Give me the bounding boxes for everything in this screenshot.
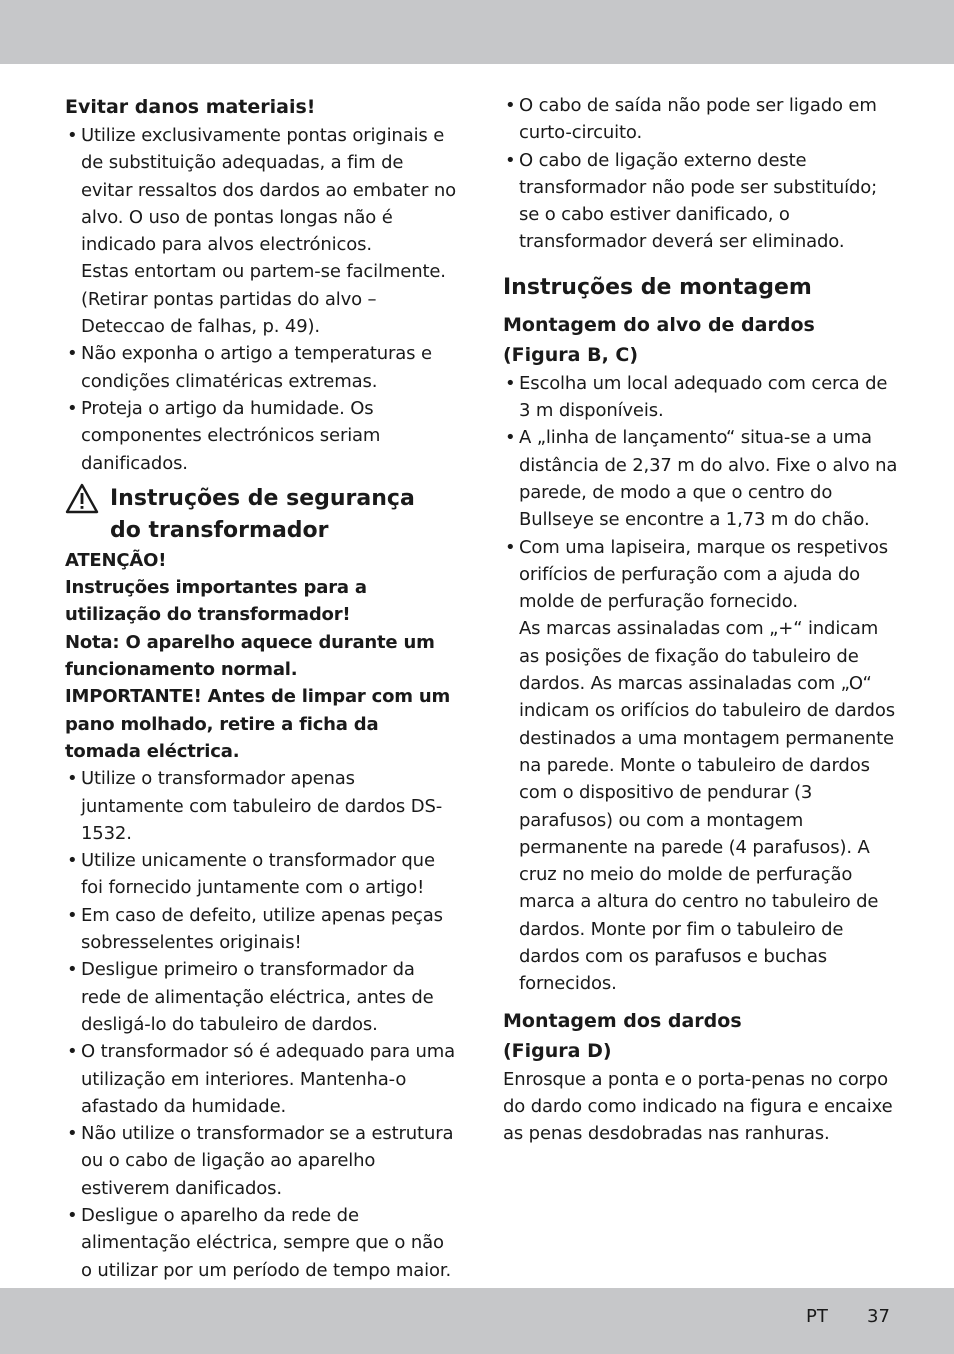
cleaning-warning: IMPORTANTE! Antes de limpar com um pano molhado, retire a ficha da tomada eléctrica. <box>65 686 451 762</box>
list-item: • Proteja o artigo da humidade. Os componentes electrónicos seriam danificados. <box>67 397 381 474</box>
list-item: • Não utilize o transformador se a estrutura ou o cabo de ligação ao aparelho estiverem danificados. <box>67 1123 454 1199</box>
transformer-continued-list <box>503 92 898 256</box>
heading-darts-line-2: (Figura D) <box>503 1039 612 1062</box>
page-number: 37 <box>867 1306 890 1327</box>
heading-darts-assembly <box>503 1006 898 1066</box>
attention-label: ATENÇÃO! <box>65 549 167 571</box>
right-column <box>503 92 898 1148</box>
damage-list <box>65 122 457 477</box>
heading-board-assembly <box>503 310 898 370</box>
list-item: • Utilize exclusivamente pontas originais e de substituição adequadas, a fim de evitar ressaltos dos dardos ao embater no alvo. O uso de pontas longas não é indicado para alvos electrónicos. Estas entortam ou partem-se facilmente. (Retirar pontas partidas do alvo – Deteccao de falhas, p. 49). <box>67 125 456 338</box>
darts-assembly-text: Enrosque a ponta e o porta-penas no corpo do dardo como indicado na figura e encaixe as penas desdobradas nas ranhuras. <box>503 1068 893 1145</box>
list-item: • Utilize unicamente o transformador que foi fornecido juntamente com o artigo! <box>67 850 435 899</box>
safety-heading <box>65 483 457 547</box>
safety-list <box>65 765 457 1284</box>
list-item: • Não exponha o artigo a temperaturas e condições climatéricas extremas. <box>67 343 432 392</box>
heading-board-line-1: Montagem do alvo de dardos <box>503 313 815 336</box>
list-item: • Desligue primeiro o transformador da rede de alimentação eléctrica, antes de desligá-lo do tabuleiro de dardos. <box>67 959 434 1035</box>
heading-assembly: Instruções de montagem <box>503 274 812 300</box>
safety-heading-line-2: do transformador <box>110 517 329 543</box>
list-item: • Com uma lapiseira, marque os respetivos orifícios de perfuração com a ajuda do molde de perfuração fornecido. As marcas assinaladas com „+“ indicam as posições de fixação do tabuleiro de dardos. As marcas assinaladas com „O“ indicam os orifícios do tabuleiro de dardos destinados a uma montagem permanente na parede. Monte o tabuleiro de dardos com o dispositivo de pendurar (3 parafusos) ou com a montagem permanente na parede (4 parafusos). A cruz no meio do molde de perfuração marca a altura do centro no tabuleiro de dardos. Monte por fim o tabuleiro de dardos com os parafusos e buchas fornecidos. <box>505 536 895 995</box>
list-item: • Escolha um local adequado com cerca de 3 m disponíveis. <box>505 372 888 422</box>
heading-darts-line-1: Montagem dos dardos <box>503 1009 742 1032</box>
header-band <box>0 0 954 64</box>
heading-board-line-2: (Figura B, C) <box>503 343 639 366</box>
heat-note: Nota: O aparelho aquece durante um funcionamento normal. <box>65 631 435 681</box>
list-item: • A „linha de lançamento“ situa-se a uma distância de 2,37 m do alvo. Fixe o alvo na parede, de modo a que o centro do Bullseye se encontre a 1,73 m do chão. <box>505 427 898 531</box>
list-item: • Utilize o transformador apenas juntamente com tabuleiro de dardos DS-1532. <box>67 768 443 844</box>
board-assembly-list <box>503 370 898 998</box>
list-item: • O transformador só é adequado para uma utilização em interiores. Mantenha-o afastado da humidade. <box>67 1041 456 1117</box>
list-item: • Em caso de defeito, utilize apenas peças sobresselentes originais! <box>67 904 443 954</box>
list-item: • O cabo de saída não pode ser ligado em curto-circuito. <box>505 95 877 144</box>
warning-triangle-icon <box>65 483 99 515</box>
safety-heading-line-1: Instruções de segurança <box>110 485 415 511</box>
language-code: PT <box>806 1306 828 1327</box>
list-item: • O cabo de ligação externo deste transformador não pode ser substituído; se o cabo estiver danificado, o transformador deverá ser eliminado. <box>505 149 878 253</box>
list-item: • Desligue o aparelho da rede de alimentação eléctrica, sempre que o não o utilizar por um período de tempo maior. <box>67 1204 452 1281</box>
heading-avoid-damage: Evitar danos materiais! <box>65 96 316 118</box>
left-column <box>65 92 457 1284</box>
important-instructions: Instruções importantes para a utilização do transformador! <box>65 577 367 626</box>
